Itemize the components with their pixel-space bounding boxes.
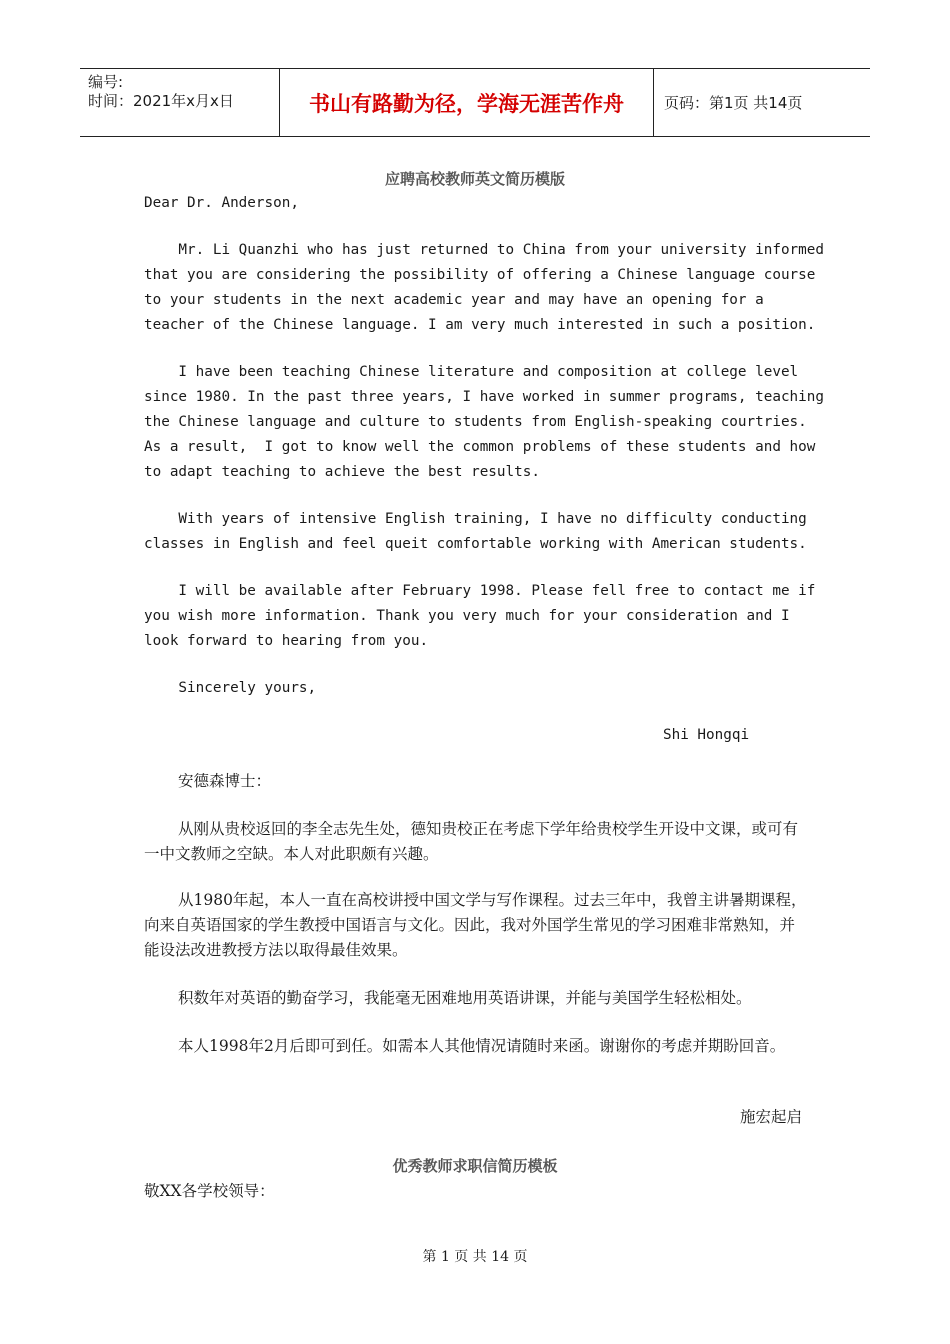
chinese-paragraph-3: 积数年对英语的勤奋学习，我能毫无困难地用英语讲课，并能与美国学生轻松相处。: [178, 989, 752, 1007]
english-paragraph-4: I will be available after February 1998. Please fell free to contact me if you wish more information. Thank you very much for your consideration and I look forward to hearing from you.: [144, 583, 816, 649]
chinese-paragraph-4: 本人1998年2月后即可到任。如需本人其他情况请随时来函。谢谢你的考虑并期盼回音。: [178, 1037, 786, 1055]
chinese-paragraph-2: 从1980年起，本人一直在高校讲授中国文学与写作课程。过去三年中，我曾主讲暑期课程，向来自英语国家的学生教授中国语言与文化。因此，我对外国学生常见的学习困难非常熟知，并能设法改进教授方法以取得最佳效果。: [144, 891, 807, 959]
document-title: 应聘高校教师英文简历模版: [384, 170, 565, 188]
second-title: 优秀教师求职信简历模板: [392, 1157, 558, 1175]
header-table: [80, 68, 870, 137]
chinese-paragraph-1: 从刚从贵校返回的李全志先生处，德知贵校正在考虑下学年给贵校学生开设中文课，或可有一中文教师之空缺。本人对此职颇有兴趣。: [144, 820, 799, 863]
english-signature: Shi Hongqi: [663, 727, 750, 743]
english-paragraph-1: Mr. Li Quanzhi who has just returned to China from your university informed that you are considering the possibility of offering a Chinese language course to your students in the next academic year and may have an opening for a teacher of the Chinese language. I am very much interested in such a position.: [144, 242, 824, 333]
page-footer: 第 1 页 共 14 页: [422, 1249, 528, 1265]
english-paragraph-3: With years of intensive English training, I have no difficulty conducting classes in English and feel queit comfortable working with American students.: [144, 511, 807, 552]
second-salutation: 敬XX各学校领导：: [144, 1182, 275, 1200]
english-salutation: Dear Dr. Anderson,: [144, 195, 299, 211]
header-left-cell: [80, 69, 280, 136]
english-closing: Sincerely yours,: [144, 680, 317, 696]
date-label: 时间：2021年x月x日: [88, 92, 234, 110]
number-label: 编号:: [88, 73, 124, 91]
chinese-signature: 施宏起启: [740, 1108, 803, 1126]
english-paragraph-2: I have been teaching Chinese literature and composition at college level since 1980. In the past three years, I have worked in summer programs, teaching the Chinese language and culture to students from English-speaking courtries. As a result, I got to know well the common problems of these students and how to adapt teaching to achieve the best results.: [144, 364, 824, 480]
page-label: 页码：第1页 共14页: [664, 94, 803, 112]
motto: 书山有路勤为径，学海无涯苦作舟: [280, 69, 654, 136]
chinese-salutation: 安德森博士：: [178, 772, 272, 790]
